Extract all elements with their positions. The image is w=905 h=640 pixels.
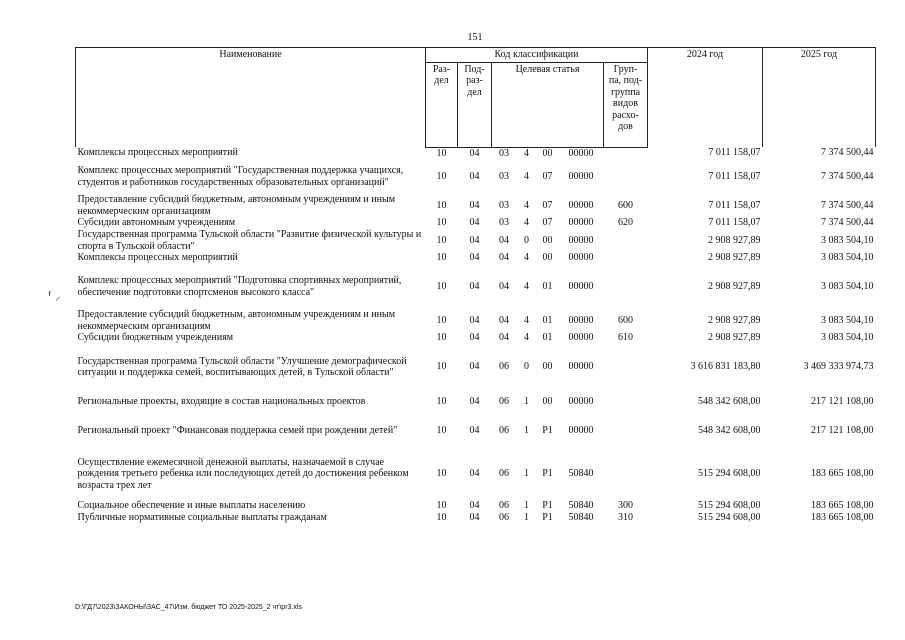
row-expense-group <box>604 159 648 194</box>
row-razdel: 10 <box>436 395 447 407</box>
row-target-1: 06 <box>499 361 509 373</box>
row-target-3: 00 <box>542 252 553 264</box>
row-target-3: 00 <box>542 234 553 246</box>
row-amount-2025: 217 121 108,00 <box>811 395 874 407</box>
row-name: Социальное обеспечение и иные выплаты населению <box>77 500 306 512</box>
file-path-footer: D:\ГД7\2023\ЗАКОНЫ\ЗАС_47\Изм. бюджет ТО 2025-2025_2 чт\pr3.xls <box>75 604 302 611</box>
page-number: 151 <box>467 32 483 43</box>
row-target-4: 00000 <box>568 361 594 373</box>
row-target-1: 04 <box>499 280 509 292</box>
row-target-2: 4 <box>524 147 529 159</box>
row-target-4: 50840 <box>568 512 594 524</box>
row-name: Субсидии автономным учреждениям <box>77 217 236 229</box>
header-name: Наименование <box>76 48 426 148</box>
row-target-2: 0 <box>524 234 529 246</box>
row-target-2: 1 <box>524 500 529 512</box>
row-amount-2025: 7 374 500,44 <box>821 170 874 182</box>
table-row <box>76 413 876 448</box>
row-podrazdel: 04 <box>469 500 480 512</box>
row-target-1: 03 <box>499 170 509 182</box>
row-target-3: P1 <box>542 500 553 512</box>
row-target-3: 00 <box>542 361 553 373</box>
row-target-1: 06 <box>499 424 509 436</box>
row-razdel: 10 <box>436 468 447 480</box>
header-code-classification: Код классификации <box>426 48 648 63</box>
row-name: Государственная программа Тульской области "Улучшение демографической ситуации и поддержка семей, воспитывающих детей, в Тульской области" <box>77 355 407 378</box>
row-podrazdel: 04 <box>469 361 480 373</box>
row-target-2: 1 <box>524 424 529 436</box>
row-target-4: 50840 <box>568 500 594 512</box>
row-target-4: 00000 <box>568 199 594 211</box>
row-podrazdel: 04 <box>469 147 480 159</box>
row-target-4: 00000 <box>568 314 594 326</box>
row-expense-group <box>604 448 648 500</box>
table-row <box>76 309 876 332</box>
row-podrazdel: 04 <box>469 217 480 229</box>
row-amount-2024: 548 342 608,00 <box>698 395 761 407</box>
row-target-4: 00000 <box>568 332 594 344</box>
table-row <box>76 147 876 159</box>
table-row <box>76 512 876 524</box>
row-amount-2025: 7 374 500,44 <box>821 217 874 229</box>
row-target-3: 01 <box>542 332 553 344</box>
table-row <box>76 217 876 229</box>
row-target-4: 00000 <box>568 217 594 229</box>
row-razdel: 10 <box>436 199 447 211</box>
row-target-3: 07 <box>542 170 553 182</box>
row-name: Субсидии бюджетным учреждениям <box>77 332 234 344</box>
row-expense-group: 600 <box>618 314 633 326</box>
row-name: Комплексы процессных мероприятий <box>77 147 238 159</box>
row-target-4: 00000 <box>568 234 594 246</box>
row-expense-group: 620 <box>618 217 633 229</box>
row-target-3: 07 <box>542 217 553 229</box>
row-podrazdel: 04 <box>469 252 480 264</box>
row-target-1: 03 <box>499 217 509 229</box>
row-expense-group <box>604 413 648 448</box>
row-target-1: 04 <box>499 314 509 326</box>
row-target-2: 1 <box>524 468 529 480</box>
row-razdel: 10 <box>436 512 447 524</box>
row-amount-2024: 2 908 927,89 <box>708 280 761 292</box>
row-name: Комплексы процессных мероприятий <box>77 252 238 264</box>
row-razdel: 10 <box>436 314 447 326</box>
row-name: Комплекс процессных мероприятий "Подготовка спортивных мероприятий, обеспечение подготовки спортсменов высокого класса" <box>77 275 402 298</box>
row-expense-group <box>604 252 648 264</box>
row-amount-2025: 183 665 108,00 <box>811 468 874 480</box>
row-target-1: 04 <box>499 252 509 264</box>
header-year-2025: 2025 год <box>763 48 876 148</box>
table-row <box>76 448 876 500</box>
row-target-1: 04 <box>499 332 509 344</box>
row-target-2: 4 <box>524 217 529 229</box>
table-row <box>76 229 876 252</box>
row-expense-group <box>604 390 648 413</box>
row-amount-2025: 3 083 504,10 <box>821 314 874 326</box>
row-name: Предоставление субсидий бюджетным, автономным учреждениям и иным некоммерческим организациям <box>77 309 396 332</box>
table-row <box>76 159 876 194</box>
row-expense-group <box>604 229 648 252</box>
header-section: Раз- дел <box>426 62 458 147</box>
row-name: Государственная программа Тульской области "Развитие физической культуры и спорта в Тульской области" <box>77 229 422 252</box>
budget-rows <box>76 147 876 524</box>
row-amount-2025: 3 083 504,10 <box>821 252 874 264</box>
row-razdel: 10 <box>436 424 447 436</box>
row-podrazdel: 04 <box>469 170 480 182</box>
row-name: Осуществление ежемесячной денежной выплаты, назначаемой в случае рождения третьего ребенка или последующих детей до достижения ребенком возраста трех лет <box>77 456 409 491</box>
row-target-4: 00000 <box>568 395 594 407</box>
row-expense-group: 600 <box>618 199 633 211</box>
row-razdel: 10 <box>436 234 447 246</box>
row-amount-2024: 2 908 927,89 <box>708 332 761 344</box>
row-target-4: 50840 <box>568 468 594 480</box>
table-row <box>76 264 876 309</box>
row-target-2: 4 <box>524 280 529 292</box>
row-podrazdel: 04 <box>469 314 480 326</box>
table-row <box>76 252 876 264</box>
row-target-2: 1 <box>524 512 529 524</box>
row-name: Комплекс процессных мероприятий "Государственная поддержка учащихся, студентов и работников государственных образовательных организаций" <box>77 165 404 188</box>
row-expense-group: 310 <box>618 512 633 524</box>
row-target-1: 06 <box>499 468 509 480</box>
row-amount-2025: 183 665 108,00 <box>811 500 874 512</box>
row-target-1: 03 <box>499 199 509 211</box>
row-target-2: 4 <box>524 170 529 182</box>
row-target-3: 01 <box>542 280 553 292</box>
row-amount-2025: 3 469 333 974,73 <box>803 361 874 373</box>
row-razdel: 10 <box>436 147 447 159</box>
row-target-2: 4 <box>524 332 529 344</box>
row-razdel: 10 <box>436 280 447 292</box>
row-target-1: 06 <box>499 395 509 407</box>
row-amount-2025: 7 374 500,44 <box>821 199 874 211</box>
header-expense-group: Груп- па, под- группа видов расхо- дов <box>604 62 648 147</box>
table-row <box>76 332 876 344</box>
row-podrazdel: 04 <box>469 512 480 524</box>
row-target-2: 4 <box>524 314 529 326</box>
row-name: Предоставление субсидий бюджетным, автономным учреждениям и иным некоммерческим организациям <box>77 194 396 217</box>
row-amount-2024: 7 011 158,07 <box>708 170 761 182</box>
row-target-3: 07 <box>542 199 553 211</box>
row-amount-2025: 3 083 504,10 <box>821 234 874 246</box>
budget-table <box>75 47 876 524</box>
row-podrazdel: 04 <box>469 395 480 407</box>
row-podrazdel: 04 <box>469 234 480 246</box>
row-razdel: 10 <box>436 332 447 344</box>
row-amount-2024: 2 908 927,89 <box>708 314 761 326</box>
row-podrazdel: 04 <box>469 332 480 344</box>
row-target-2: 4 <box>524 199 529 211</box>
row-name: Региональный проект "Финансовая поддержка семей при рождении детей" <box>77 424 398 436</box>
row-podrazdel: 04 <box>469 199 480 211</box>
header-target-article: Целевая статья <box>492 62 604 147</box>
row-target-4: 00000 <box>568 424 594 436</box>
row-name: Публичные нормативные социальные выплаты гражданам <box>77 512 327 524</box>
row-amount-2024: 7 011 158,07 <box>708 199 761 211</box>
row-amount-2024: 515 294 608,00 <box>698 512 761 524</box>
row-amount-2025: 3 083 504,10 <box>821 280 874 292</box>
row-target-2: 0 <box>524 361 529 373</box>
row-expense-group: 300 <box>618 500 633 512</box>
header-subsection: Под- раз- дел <box>458 62 492 147</box>
row-amount-2024: 515 294 608,00 <box>698 500 761 512</box>
row-amount-2024: 7 011 158,07 <box>708 217 761 229</box>
row-razdel: 10 <box>436 170 447 182</box>
row-target-2: 1 <box>524 395 529 407</box>
row-target-1: 04 <box>499 234 509 246</box>
table-row <box>76 344 876 390</box>
row-target-3: 00 <box>542 147 553 159</box>
row-razdel: 10 <box>436 500 447 512</box>
row-target-1: 06 <box>499 512 509 524</box>
row-amount-2024: 2 908 927,89 <box>708 234 761 246</box>
row-target-3: 01 <box>542 314 553 326</box>
row-target-3: P1 <box>542 468 553 480</box>
row-target-4: 00000 <box>568 280 594 292</box>
row-target-4: 00000 <box>568 252 594 264</box>
row-amount-2024: 548 342 608,00 <box>698 424 761 436</box>
row-amount-2024: 2 908 927,89 <box>708 252 761 264</box>
row-target-3: P1 <box>542 424 553 436</box>
row-expense-group <box>604 264 648 309</box>
row-target-3: 00 <box>542 395 553 407</box>
row-amount-2025: 183 665 108,00 <box>811 512 874 524</box>
row-podrazdel: 04 <box>469 280 480 292</box>
row-amount-2025: 7 374 500,44 <box>821 147 874 159</box>
row-target-4: 00000 <box>568 170 594 182</box>
row-target-3: P1 <box>542 512 553 524</box>
row-amount-2024: 7 011 158,07 <box>708 147 761 159</box>
row-target-4: 00000 <box>568 147 594 159</box>
row-amount-2024: 515 294 608,00 <box>698 468 761 480</box>
row-expense-group: 610 <box>618 332 633 344</box>
row-amount-2024: 3 616 831 183,80 <box>690 361 761 373</box>
table-row <box>76 390 876 413</box>
row-target-1: 03 <box>499 147 509 159</box>
row-podrazdel: 04 <box>469 424 480 436</box>
row-expense-group <box>604 147 648 159</box>
row-razdel: 10 <box>436 361 447 373</box>
header-year-2024: 2024 год <box>648 48 763 148</box>
margin-mark: ⸢ ⸝ <box>48 291 61 303</box>
table-row <box>76 194 876 217</box>
row-name: Региональные проекты, входящие в состав национальных проектов <box>77 395 366 407</box>
row-target-1: 06 <box>499 500 509 512</box>
row-target-2: 4 <box>524 252 529 264</box>
row-expense-group <box>604 344 648 390</box>
table-row <box>76 500 876 512</box>
row-amount-2025: 217 121 108,00 <box>811 424 874 436</box>
row-razdel: 10 <box>436 252 447 264</box>
row-razdel: 10 <box>436 217 447 229</box>
row-podrazdel: 04 <box>469 468 480 480</box>
row-amount-2025: 3 083 504,10 <box>821 332 874 344</box>
